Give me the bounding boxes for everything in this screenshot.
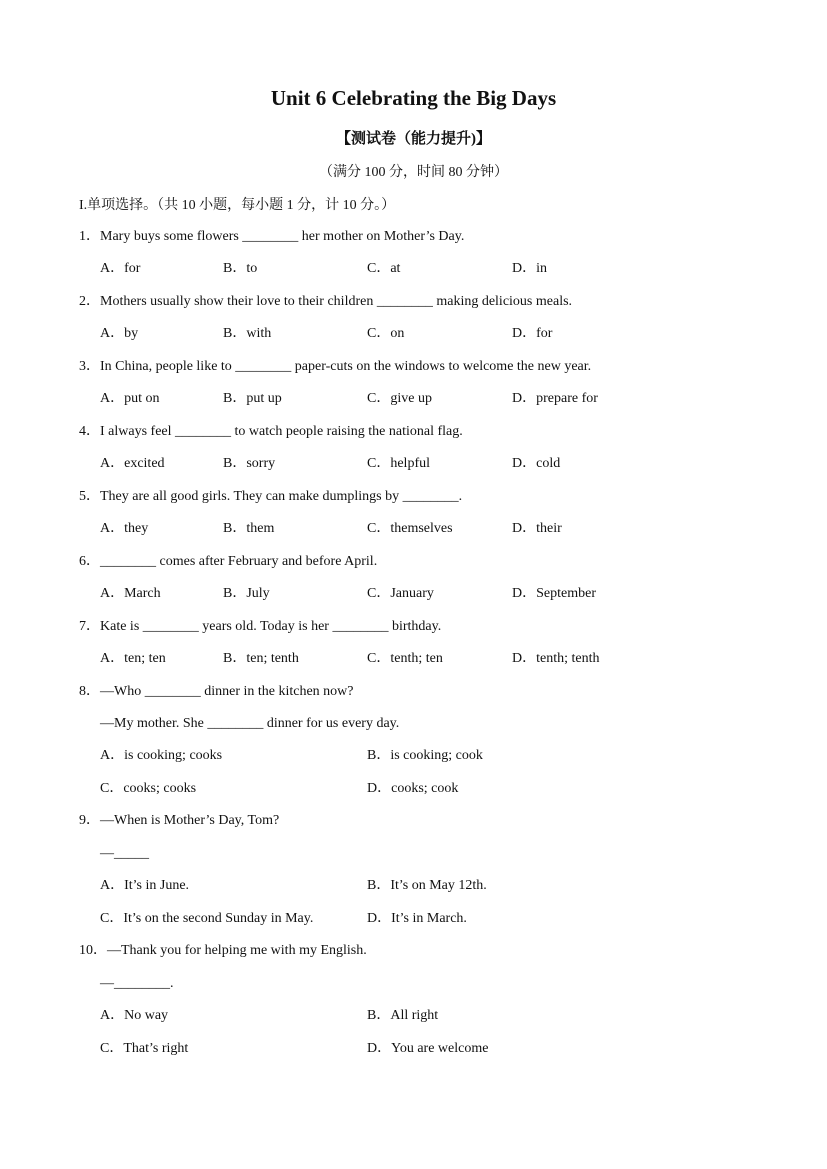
option-b[interactable]: B．It’s on May 12th. [367,878,487,893]
option-c[interactable]: C．cooks; cooks [100,781,197,796]
option-a[interactable]: A．for [100,261,141,276]
option-a[interactable]: A．by [100,326,139,341]
option-b[interactable]: B．All right [367,1008,439,1023]
option-d[interactable]: D．cooks; cook [367,781,459,796]
option-c[interactable]: C．tenth; ten [367,651,443,666]
question-stem: 9．—When is Mother’s Day, Tom? [79,813,280,828]
option-a[interactable]: A．put on [100,391,160,406]
option-a[interactable]: A．ten; ten [100,651,166,666]
option-a[interactable]: A．is cooking; cooks [100,748,223,763]
option-b[interactable]: B．ten; tenth [223,651,299,666]
option-d[interactable]: D．for [512,326,553,341]
question-stem: 7．Kate is ________ years old. Today is her ________ birthday. [79,619,442,634]
question-stem: 5．They are all good girls. They can make dumplings by ________. [79,489,463,504]
section-heading: I.单项选择。（共 10 小题，每小题 1 分，计 10 分。） [79,198,396,213]
question-stem: 1．Mary buys some flowers ________ her mother on Mother’s Day. [79,229,465,244]
option-c[interactable]: C．on [367,326,405,341]
page-title: Unit 6 Celebrating the Big Days [270,86,557,110]
option-c[interactable]: C．themselves [367,521,453,536]
question-stem-reply: —My mother. She ________ dinner for us every day. [100,716,400,731]
option-b[interactable]: B．is cooking; cook [367,748,483,763]
option-d[interactable]: D．prepare for [512,391,598,406]
option-a[interactable]: A．No way [100,1008,169,1023]
option-c[interactable]: C．That’s right [100,1041,189,1056]
option-b[interactable]: B．them [223,521,275,536]
question-stem: 3．In China, people like to ________ paper-cuts on the windows to welcome the new year. [79,359,592,374]
option-a[interactable]: A．It’s in June. [100,878,190,893]
question-stem: 8．—Who ________ dinner in the kitchen now? [79,684,354,699]
page-subtitle: 【测试卷（能力提升)】 [336,131,491,147]
option-a[interactable]: A．they [100,521,149,536]
option-d[interactable]: D．It’s in March. [367,911,467,926]
option-b[interactable]: B．to [223,261,258,276]
option-c[interactable]: C．helpful [367,456,430,471]
option-c[interactable]: C．at [367,261,401,276]
option-d[interactable]: D．in [512,261,547,276]
option-b[interactable]: B．sorry [223,456,276,471]
question-stem: 10．—Thank you for helping me with my English. [79,943,367,958]
question-stem: 2．Mothers usually show their love to their children ________ making delicious meals. [79,294,573,309]
option-c[interactable]: C．It’s on the second Sunday in May. [100,911,314,926]
question-stem: 4．I always feel ________ to watch people raising the national flag. [79,424,463,439]
question-stem-reply: —_____ [100,846,149,861]
option-d[interactable]: D．September [512,586,596,601]
option-c[interactable]: C．January [367,586,434,601]
option-a[interactable]: A．excited [100,456,165,471]
option-a[interactable]: A．March [100,586,161,601]
option-d[interactable]: D．tenth; tenth [512,651,600,666]
option-d[interactable]: D．You are welcome [367,1041,489,1056]
option-c[interactable]: C．give up [367,391,432,406]
option-b[interactable]: B．put up [223,391,282,406]
option-d[interactable]: D．their [512,521,562,536]
question-stem-reply: —________. [100,976,174,991]
question-stem: 6．________ comes after February and before April. [79,554,378,569]
exam-meta: （满分 100 分，时间 80 分钟） [319,165,508,180]
option-d[interactable]: D．cold [512,456,561,471]
option-b[interactable]: B．July [223,586,270,601]
option-b[interactable]: B．with [223,326,272,341]
